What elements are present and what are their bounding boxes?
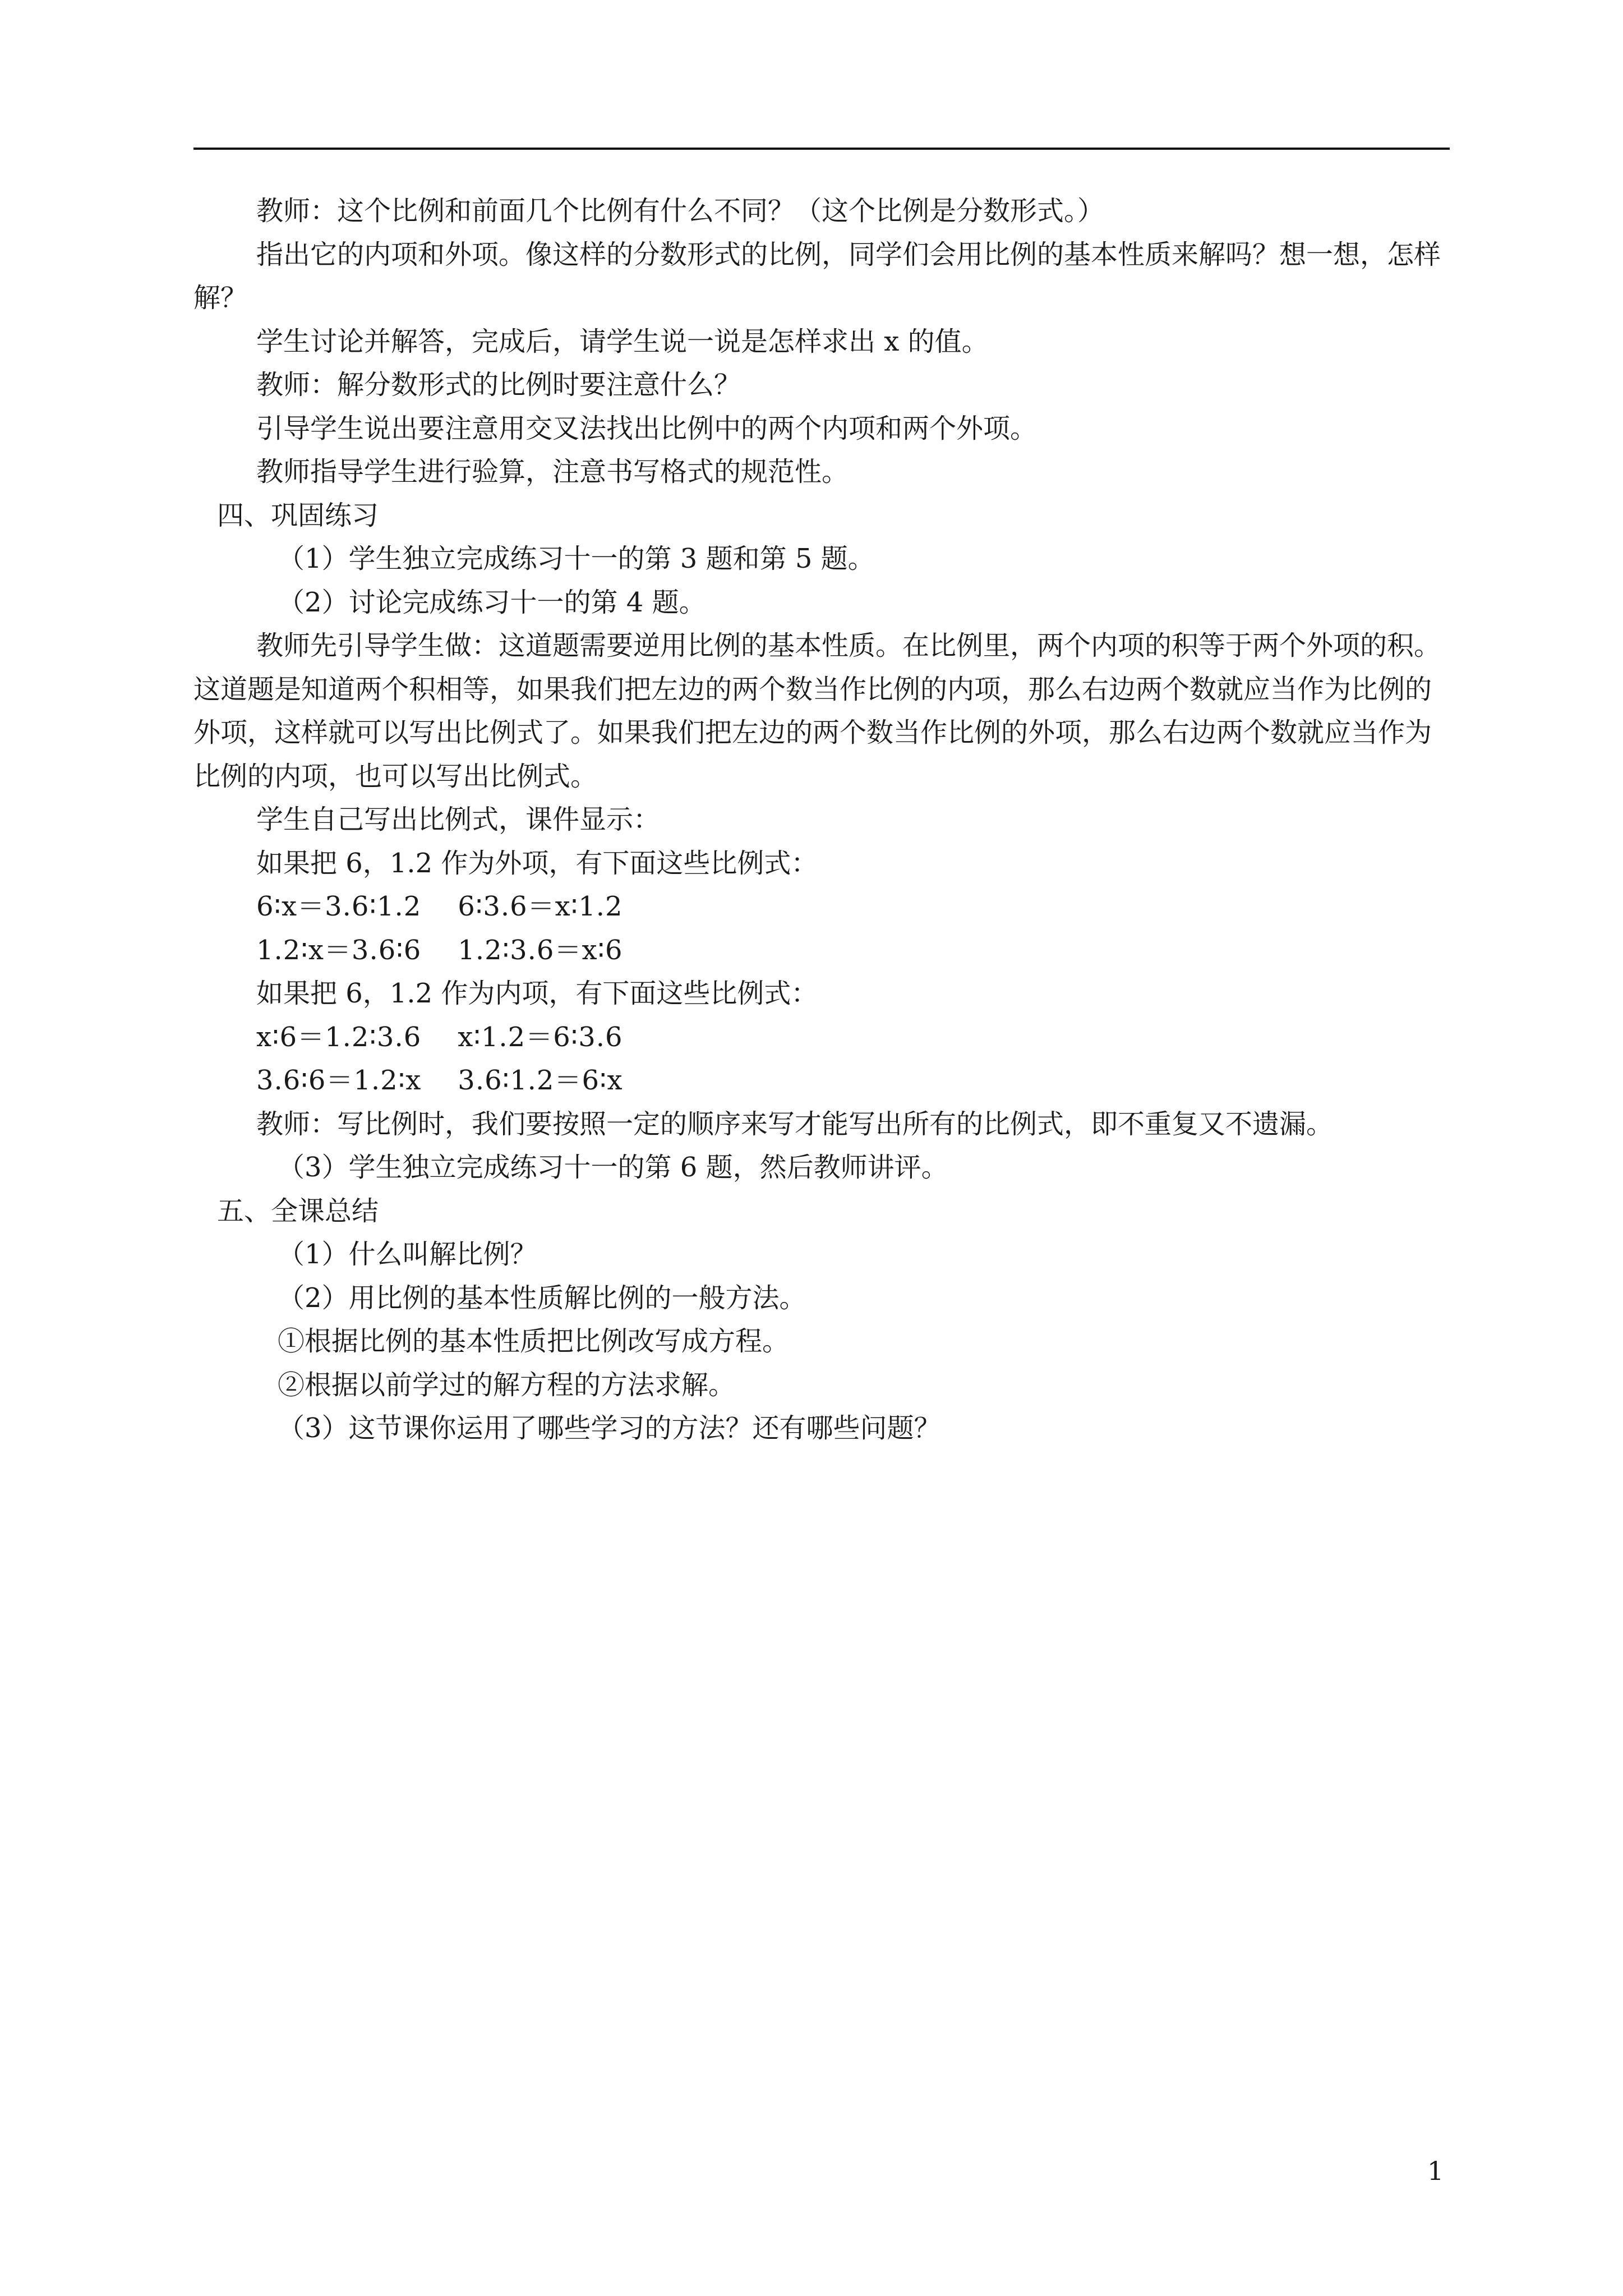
section-heading-practice: 四、巩固练习 — [217, 499, 379, 531]
list-item-exercise-2: （2）讨论完成练习十一的第 4 题。 — [278, 586, 706, 618]
list-item-exercise-3: （3）学生独立完成练习十一的第 6 题，然后教师讲评。 — [278, 1152, 948, 1183]
document-body — [193, 190, 1450, 1451]
page-number: 1 — [1427, 2156, 1444, 2186]
proportion-line-4: 3.6∶6＝1.2∶x 3.6∶1.2＝6∶x — [256, 1065, 623, 1096]
paragraph-teacher-attention: 教师：解分数形式的比例时要注意什么？ — [256, 369, 741, 401]
list-item-summary-step-1: ①根据比例的基本性质把比例改写成方程。 — [278, 1326, 790, 1357]
header-rule — [193, 148, 1450, 150]
list-item-summary-2: （2）用比例的基本性质解比例的一般方法。 — [278, 1282, 806, 1314]
proportion-line-2: 1.2∶x＝3.6∶6 1.2∶3.6＝x∶6 — [256, 934, 623, 966]
proportion-line-1: 6∶x＝3.6∶1.2 6∶3.6＝x∶1.2 — [256, 891, 623, 922]
paragraph-outer-terms-intro: 如果把 6，1.2 作为外项，有下面这些比例式： — [256, 847, 818, 879]
paragraph-cross-method: 引导学生说出要注意用交叉法找出比例中的两个内项和两个外项。 — [256, 412, 1038, 444]
section-heading-summary: 五、全课总结 — [217, 1195, 379, 1227]
paragraph-courseware: 学生自己写出比例式，课件显示： — [256, 804, 661, 835]
paragraph-teacher-question: 教师：这个比例和前面几个比例有什么不同？（这个比例是分数形式。） — [256, 195, 1105, 227]
list-item-exercise-1: （1）学生独立完成练习十一的第 3 题和第 5 题。 — [278, 543, 875, 574]
paragraph-teacher-guidance: 教师先引导学生做：这道题需要逆用比例的基本性质。在比例里，两个内项的积等于两个外项的积。这道题是知道两个积相等，如果我们把左边的两个数当作比例的内项，那么右边两个数就应当作为比例的外项，这样就可以写出比例式了。如果我们把左边的两个数当作比例的外项，那么右边两个数就应当作为比例的内项，也可以写出比例式。 — [193, 630, 1441, 792]
paragraph-inner-outer-terms: 指出它的内项和外项。像这样的分数形式的比例，同学们会用比例的基本性质来解吗？想一想，怎样解？ — [193, 238, 1441, 314]
list-item-summary-3: （3）这节课你运用了哪些学习的方法？还有哪些问题？ — [278, 1412, 941, 1444]
paragraph-inner-terms-intro: 如果把 6，1.2 作为内项，有下面这些比例式： — [256, 978, 818, 1009]
paragraph-teacher-order: 教师：写比例时，我们要按照一定的顺序来写才能写出所有的比例式，即不重复又不遗漏。 — [256, 1108, 1334, 1140]
paragraph-verification: 教师指导学生进行验算，注意书写格式的规范性。 — [256, 456, 849, 487]
paragraph-student-discussion: 学生讨论并解答，完成后，请学生说一说是怎样求出 x 的值。 — [256, 325, 989, 357]
list-item-summary-1: （1）什么叫解比例？ — [278, 1239, 537, 1270]
list-item-summary-step-2: ②根据以前学过的解方程的方法求解。 — [278, 1369, 736, 1401]
proportion-line-3: x∶6＝1.2∶3.6 x∶1.2＝6∶3.6 — [256, 1021, 623, 1053]
